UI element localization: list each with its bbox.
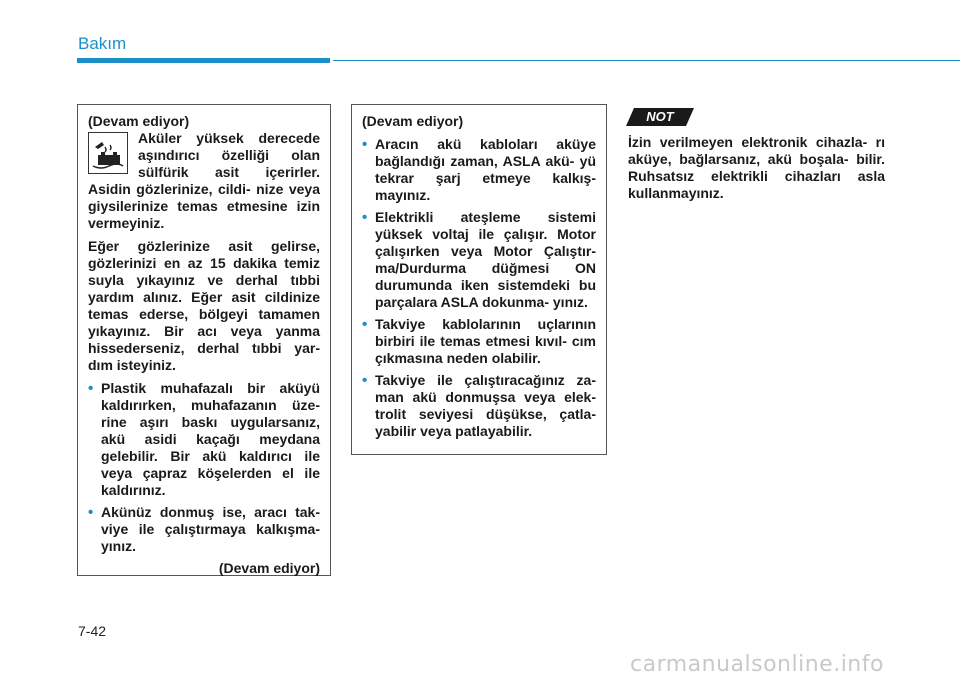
- warning-bullet-list: [88, 380, 320, 555]
- battery-acid-warning-box: [77, 104, 331, 576]
- list-item-text: Plastik muhafazalı bir aküyü kaldırırken, muhafazanın üze- rine aşırı baskı uygularsanız, akü asidi kaçağı meydana gelebilir. Bir akü kaldırıcı ile veya çapraz köşelerden el ile kaldırınız.: [101, 380, 320, 498]
- section-title: Bakım: [78, 34, 127, 53]
- page-number: 7-42: [78, 623, 107, 639]
- continued-bullet-list: [362, 136, 596, 440]
- warning-paragraph: Eğer gözlerinize asit gelirse, gözlerinizi en az 15 dakika temiz suyla yıkayınız ve derhal tıbbi yardım alınız. Eğer asit cildinize temas ederse, bölgeyi tamamen yıkayınız. Bir acı veya yanma hissederseniz, derhal tıbbi yar- dım isteyiniz.: [88, 238, 320, 373]
- note-badge: NOT: [646, 109, 674, 124]
- list-item: [362, 372, 596, 440]
- list-item: [362, 316, 596, 367]
- watermark: carmanualsonline.info: [630, 652, 884, 677]
- header-rule-thick: [77, 58, 330, 63]
- bullet-icon: •: [362, 136, 368, 153]
- battery-acid-warning-icon: [88, 132, 128, 174]
- bullet-icon: •: [362, 209, 368, 226]
- list-item: [88, 380, 320, 499]
- note-text: İzin verilmeyen elektronik cihazla- rı aküye, bağlarsanız, akü boşala- bilir. Ruhsatsız elektrikli cihazları asla kullanmayınız.: [628, 134, 885, 201]
- continued-warning-box: [351, 104, 607, 455]
- list-item: [88, 504, 320, 555]
- list-item-text: Akünüz donmuş ise, aracı tak- viye ile çalıştırmaya kalkışma- yınız.: [101, 504, 320, 554]
- bullet-icon: •: [362, 316, 368, 333]
- continued-label-bottom: (Devam ediyor): [218, 560, 320, 576]
- list-item-text: Elektrikli ateşleme sistemi yüksek voltaj ile çalışır. Motor çalışırken veya Motor Çalıştır- ma/Durdurma düğmesi ON durumunda iken sistemdeki bu parçalara ASLA dokunma- yınız.: [375, 209, 596, 310]
- continued-label-top: (Devam ediyor): [362, 113, 464, 129]
- bullet-icon: •: [88, 504, 94, 521]
- warning-intro: [88, 130, 320, 232]
- bullet-icon: •: [88, 380, 94, 397]
- continued-label-top: (Devam ediyor): [88, 113, 190, 129]
- warning-intro-text: Aküler yüksek derecede aşındırıcı özelliği olan sülfürik asit içerirler. Asidin gözlerinize, cildi- nize veya giysilerinize temas etmesine izin vermeyiniz.: [88, 130, 320, 231]
- header-rule-thin: [333, 60, 960, 61]
- list-item: [362, 136, 596, 204]
- list-item-text: Takviye ile çalıştıracağınız za- man akü donmuşsa veya elek- trolit seviyesi düşükse, çatla- yabilir veya patlayabilir.: [375, 372, 596, 439]
- bullet-icon: •: [362, 372, 368, 389]
- list-item-text: Aracın akü kabloları aküye bağlandığı zaman, ASLA akü- yü tekrar şarj etmeye kalkış- mayınız.: [375, 136, 596, 203]
- list-item-text: Takviye kablolarının uçlarının birbiri ile temas etmesi kıvıl- cım çıkmasına neden olabilir.: [375, 316, 596, 366]
- list-item: [362, 209, 596, 311]
